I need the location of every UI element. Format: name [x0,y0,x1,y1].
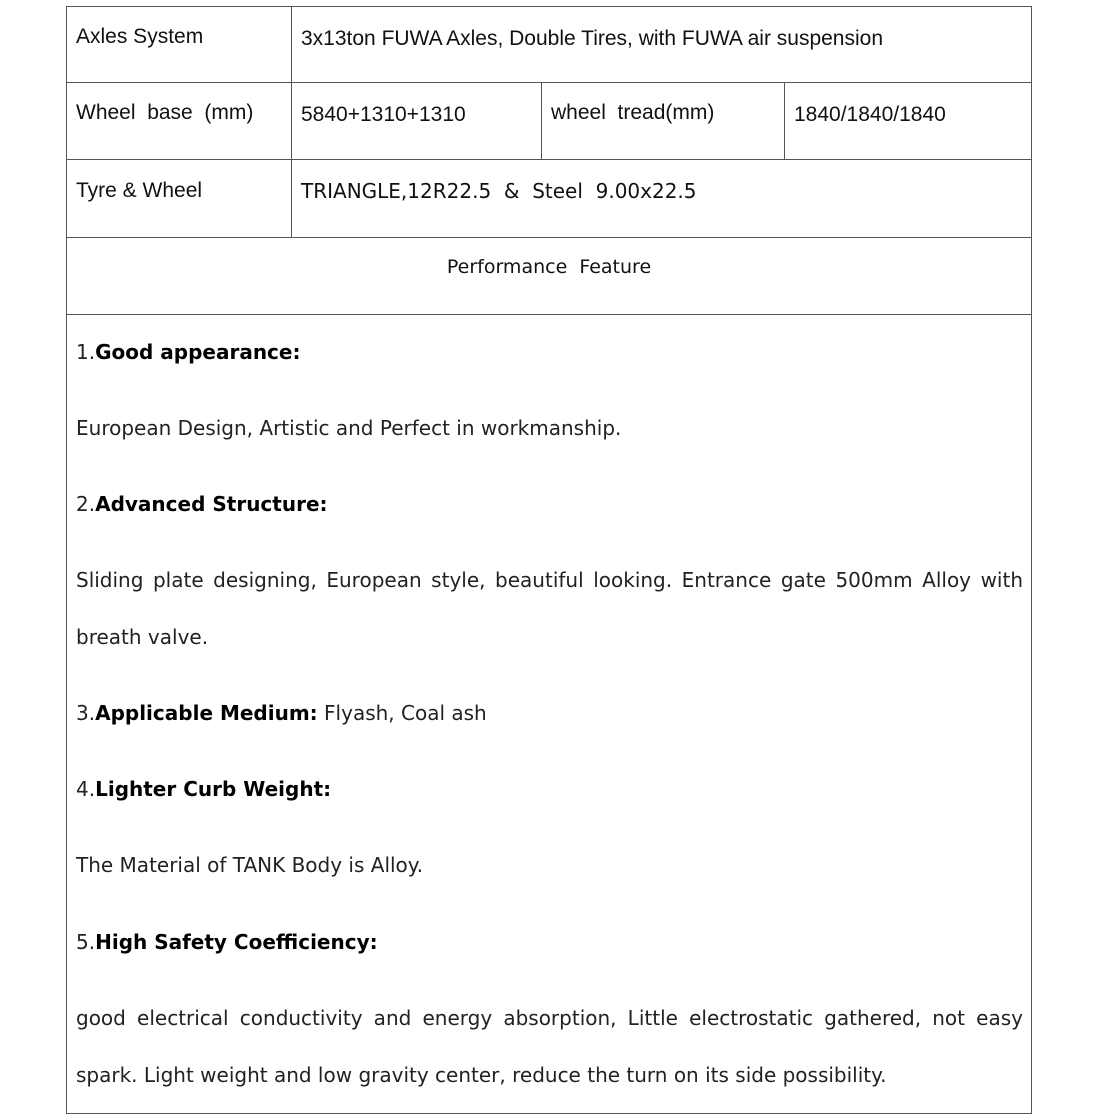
performance-body [76,315,1023,1113]
feature-4-number: 4. [76,777,96,801]
wheel-tread-value-text: 1840/1840/1840 [794,103,946,126]
axles-row [67,7,1031,83]
feature-2-description-line-1: Sliding plate designing, European style, beautiful looking. Entrance gate 500mm Alloy with [76,568,1023,592]
axles-value-text: 3x13ton FUWA Axles, Double Tires, with FUWA air suspension [301,27,884,50]
wheelbase-value [291,83,541,159]
feature-5-description-line-2: spark. Light weight and low gravity center, reduce the turn on its side possibility. [76,1063,887,1087]
axles-value [291,7,1031,82]
tyre-row [67,160,1031,238]
feature-5-description-line-1: good electrical conductivity and energy absorption, Little electrostatic gathered, not easy [76,1006,1023,1030]
wheelbase-row [67,83,1031,160]
spec-table [66,6,1032,1114]
wheel-tread-label [541,83,784,159]
tyre-value [291,160,1031,237]
wheelbase-label-text: Wheel base (mm) [76,101,254,124]
feature-2-heading [76,492,1023,516]
feature-5-title: High Safety Coefficiency: [95,930,378,954]
feature-1-title: Good appearance: [95,340,301,364]
performance-header-row [67,238,1031,315]
wheelbase-value-text: 5840+1310+1310 [301,103,466,126]
performance-heading [67,238,1031,314]
performance-heading-text: Performance Feature [446,256,652,278]
feature-4-title: Lighter Curb Weight: [95,777,332,801]
feature-3-number: 3. [76,701,96,725]
tyre-label-text: Tyre & Wheel [76,179,203,202]
wheel-tread-value [784,83,1031,159]
feature-5-heading [76,930,1023,954]
feature-1-number: 1. [76,340,96,364]
feature-4-heading [76,777,1023,801]
axles-label-text: Axles System [76,25,204,48]
feature-1-description: European Design, Artistic and Perfect in workmanship. [76,416,622,440]
feature-3-title: Applicable Medium: [95,701,318,725]
feature-1-heading [76,340,1023,364]
feature-2-title: Advanced Structure: [95,492,328,516]
feature-3-inline-text: Flyash, Coal ash [317,701,487,725]
feature-5-number: 5. [76,930,96,954]
tyre-value-text: TRIANGLE,12R22.5 & Steel 9.00x22.5 [301,179,697,203]
feature-2-number: 2. [76,492,96,516]
axles-label [67,7,291,82]
wheel-tread-label-text: wheel tread(mm) [551,101,715,124]
tyre-label [67,160,291,237]
feature-3-heading [76,701,1023,725]
feature-4-description: The Material of TANK Body is Alloy. [76,853,424,877]
feature-2-description-line-2: breath valve. [76,625,209,649]
wheelbase-label [67,83,291,159]
